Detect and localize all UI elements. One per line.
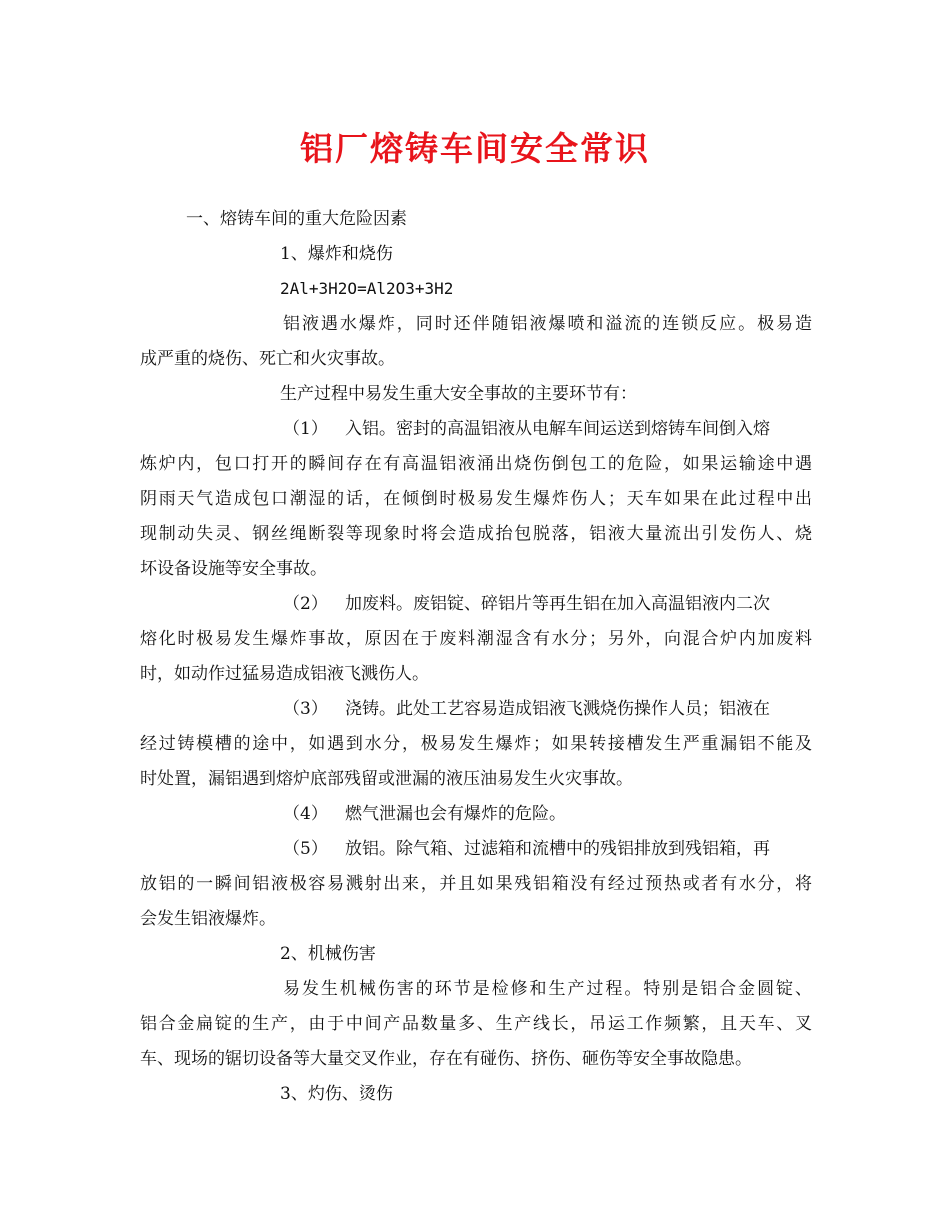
list-item-text: 浇铸。此处工艺容易造成铝液飞溅烧伤操作人员；铝液在 [345,699,770,719]
paragraph-line: 经过铸模槽的途中，如遇到水分，极易发生爆炸；如果转接槽发生严重漏铝不能及 [140,734,812,754]
paragraph-line: 生产过程中易发生重大安全事故的主要环节有： [280,384,637,404]
list-item-number: （1） [283,419,328,439]
paragraph-line: 铝液遇水爆炸，同时还伴随铝液爆喷和溢流的连锁反应。极易造 [283,314,812,334]
paragraph-line: 铝合金扁锭的生产，由于中间产品数量多、生产线长，吊运工作频繁，且天车、叉 [140,1014,812,1034]
chemical-formula: 2Al+3H2O=Al2O3+3H2 [280,279,454,298]
paragraph-line: 放铝的一瞬间铝液极容易溅射出来，并且如果残铝箱没有经过预热或者有水分，将 [140,874,812,894]
paragraph-line: 会发生铝液爆炸。 [140,909,276,929]
document-title: 铝厂熔铸车间安全常识 [300,129,650,168]
list-item-text: 放铝。除气箱、过滤箱和流槽中的残铝排放到残铝箱，再 [345,839,770,859]
subsection-heading: 3、灼伤、烫伤 [280,1084,393,1104]
paragraph-line: 熔化时极易发生爆炸事故，原因在于废料潮湿含有水分；另外，向混合炉内加废料 [140,629,812,649]
paragraph-line: 易发生机械伤害的环节是检修和生产过程。特别是铝合金圆锭、 [283,979,812,999]
list-item-head [283,800,812,828]
paragraph-line: 时处置，漏铝遇到熔炉底部残留或泄漏的液压油易发生火灾事故。 [140,769,633,789]
list-item-head [283,415,812,443]
list-item-text: 燃气泄漏也会有爆炸的危险。 [345,804,566,824]
paragraph-line: 时，如动作过猛易造成铝液飞溅伤人。 [140,664,429,684]
paragraph-line: 阴雨天气造成包口潮湿的话，在倾倒时极易发生爆炸伤人；天车如果在此过程中出 [140,489,812,509]
list-item-number: （3） [283,699,328,719]
list-item-text: 入铝。密封的高温铝液从电解车间运送到熔铸车间倒入熔 [345,419,770,439]
paragraph-line: 炼炉内，包口打开的瞬间存在有高温铝液涌出烧伤倒包工的危险，如果运输途中遇 [140,454,812,474]
subsection-heading: 2、机械伤害 [280,944,376,964]
list-item-head [283,695,812,723]
paragraph-line: 成严重的烧伤、死亡和火灾事故。 [140,349,395,369]
list-item-text: 加废料。废铝锭、碎铝片等再生铝在加入高温铝液内二次 [345,594,770,614]
list-item-number: （2） [283,594,328,614]
section-heading: 一、熔铸车间的重大危险因素 [186,209,407,229]
list-item-number: （5） [283,839,328,859]
paragraph-line: 现制动失灵、钢丝绳断裂等现象时将会造成抬包脱落，铝液大量流出引发伤人、烧 [140,524,812,544]
list-item-head [283,590,812,618]
subsection-heading: 1、爆炸和烧伤 [280,244,393,264]
list-item-number: （4） [283,804,328,824]
list-item-head [283,835,812,863]
paragraph-line: 车、现场的锯切设备等大量交叉作业，存在有碰伤、挤伤、砸伤等安全事故隐患。 [140,1049,752,1069]
paragraph-line: 坏设备设施等安全事故。 [140,559,327,579]
